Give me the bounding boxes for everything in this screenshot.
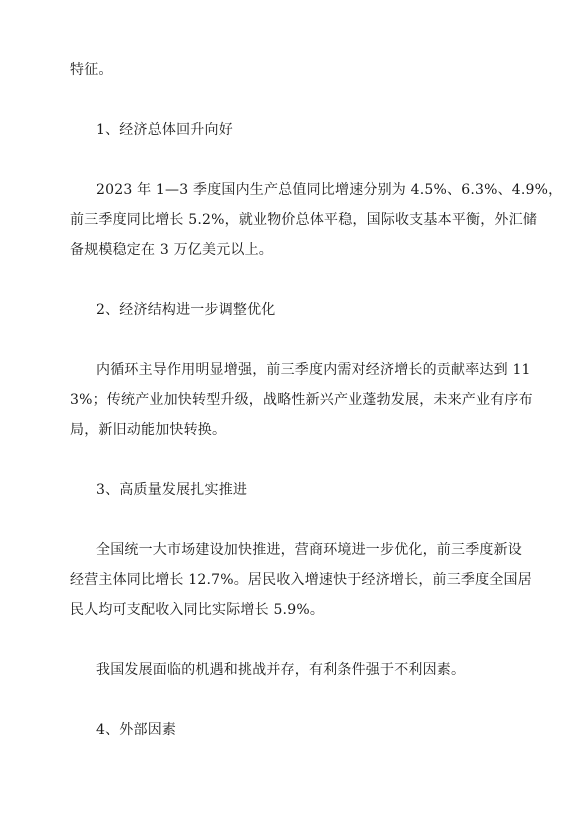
paragraph-line: 前三季度同比增长 5.2%，就业物价总体平稳，国际收支基本平衡，外汇储: [70, 212, 538, 228]
paragraph-line: 2023 年 1—3 季度国内生产总值同比增速分别为 4.5%、6.3%、4.9%，: [96, 182, 563, 198]
section-heading-2: 2、经济结构进一步调整优化: [96, 302, 276, 318]
paragraph-line: 经营主体同比增长 12.7%。居民收入增速快于经济增长，前三季度全国居: [70, 572, 532, 588]
section-heading-4: 4、外部因素: [96, 722, 177, 738]
section-heading-3: 3、高质量发展扎实推进: [96, 482, 248, 498]
paragraph-line: 特征。: [70, 62, 113, 78]
paragraph-line: 民人均可支配收入同比实际增长 5.9%。: [70, 602, 325, 618]
paragraph-line: 全国统一大市场建设加快推进，营商环境进一步优化，前三季度新设: [96, 542, 522, 558]
paragraph-line: 我国发展面临的机遇和挑战并存，有利条件强于不利因素。: [96, 662, 466, 678]
paragraph-line: 3%；传统产业加快转型升级，战略性新兴产业蓬勃发展，未来产业有序布: [70, 392, 533, 408]
paragraph-line: 局，新旧动能加快转换。: [70, 422, 227, 438]
paragraph-line: 备规模稳定在 3 万亿美元以上。: [70, 242, 274, 258]
paragraph-line: 内循环主导作用明显增强，前三季度内需对经济增长的贡献率达到 11: [96, 362, 531, 378]
section-heading-1: 1、经济总体回升向好: [96, 122, 233, 138]
